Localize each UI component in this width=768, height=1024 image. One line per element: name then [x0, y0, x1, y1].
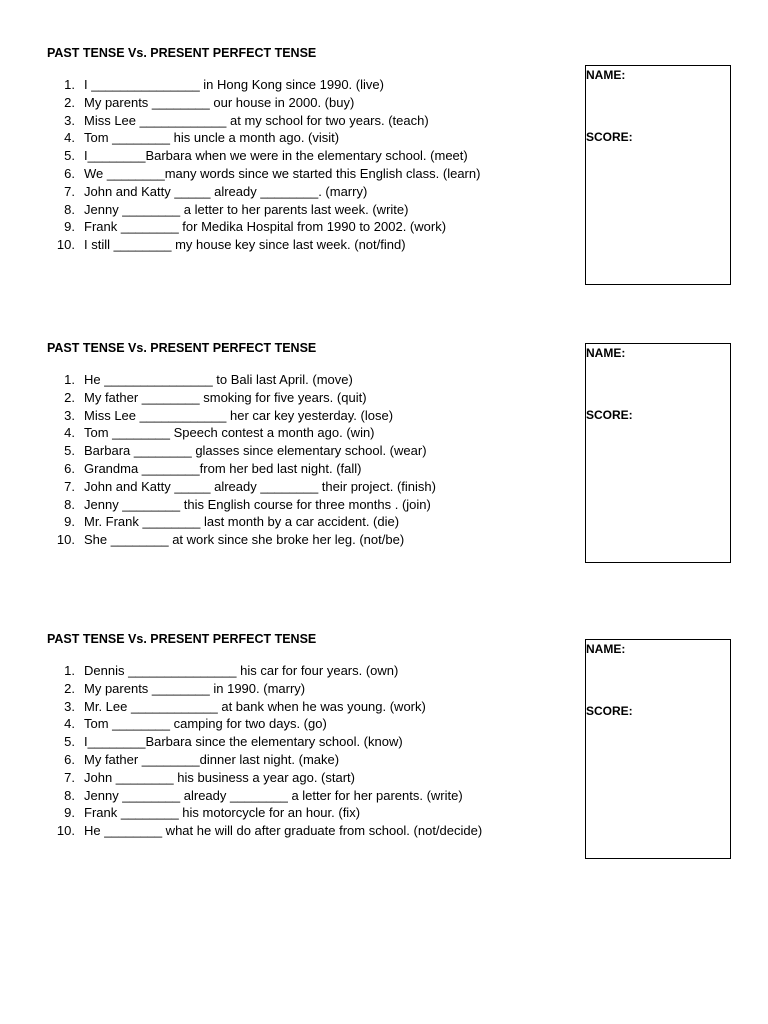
question-item [47, 460, 436, 478]
question-number: 1. [64, 372, 75, 387]
question-number: 9. [64, 219, 75, 235]
worksheet-section-1 [0, 45, 768, 285]
question-number: 4. [64, 425, 75, 441]
question-number: 2. [64, 94, 75, 110]
worksheet-section-2 [0, 340, 768, 580]
worksheet-section-3 [0, 631, 768, 871]
score-label: SCORE: [586, 130, 633, 144]
question-item [47, 183, 480, 201]
question-text: We ________many words since we started this English class. (learn) [84, 165, 481, 181]
question-text: Jenny ________ a letter to her parents last week. (write) [84, 201, 409, 217]
question-number: 6. [64, 165, 75, 181]
question-item [47, 94, 480, 112]
question-number: 8. [64, 787, 75, 803]
question-item [47, 531, 436, 549]
question-text: My father ________dinner last night. (make) [84, 751, 340, 767]
question-item [47, 662, 482, 680]
question-list [47, 662, 482, 840]
question-item [47, 442, 436, 460]
question-number: 10. [56, 823, 75, 839]
question-number: 5. [64, 734, 75, 750]
question-text: He ________ what he will do after graduate from school. (not/decide) [84, 823, 483, 839]
question-number: 8. [64, 201, 75, 217]
question-item [47, 147, 480, 165]
question-item [47, 371, 436, 389]
question-text: Grandma ________from her bed last night. (fall) [84, 460, 362, 476]
question-item [47, 112, 480, 130]
question-number: 7. [64, 183, 75, 199]
question-item [47, 424, 436, 442]
question-item [47, 201, 480, 219]
question-number: 5. [64, 443, 75, 459]
score-label: SCORE: [586, 704, 633, 718]
question-text: Miss Lee ____________ at my school for two years. (teach) [84, 112, 429, 128]
question-text: She ________ at work since she broke her leg. (not/be) [84, 532, 405, 548]
question-number: 1. [64, 77, 75, 92]
name-label: NAME: [586, 642, 626, 656]
question-number: 10. [56, 532, 75, 548]
question-text: John ________ his business a year ago. (start) [84, 769, 356, 785]
question-item [47, 804, 482, 822]
question-list [47, 76, 480, 254]
question-item [47, 496, 436, 514]
question-number: 3. [64, 407, 75, 423]
question-item [47, 478, 436, 496]
name-score-box [585, 343, 731, 563]
question-text: Jenny ________ already ________ a letter for her parents. (write) [84, 787, 463, 803]
question-item [47, 751, 482, 769]
question-list [47, 371, 436, 549]
question-text: Mr. Lee ____________ at bank when he was young. (work) [84, 698, 426, 714]
question-item [47, 513, 436, 531]
question-text: Jenny ________ this English course for three months . (join) [84, 496, 431, 512]
question-text: Mr. Frank ________ last month by a car accident. (die) [84, 514, 400, 530]
name-score-box [585, 65, 731, 285]
question-text: I still ________ my house key since last week. (not/find) [84, 237, 406, 253]
question-text: Tom ________ Speech contest a month ago. (win) [84, 425, 375, 441]
question-number: 2. [64, 389, 75, 405]
question-item [47, 787, 482, 805]
question-text: Tom ________ camping for two days. (go) [84, 716, 327, 732]
question-item [47, 389, 436, 407]
question-number: 6. [64, 460, 75, 476]
section-title: PAST TENSE Vs. PRESENT PERFECT TENSE [47, 46, 317, 60]
question-text: John and Katty _____ already ________ their project. (finish) [84, 478, 436, 494]
question-number: 1. [64, 663, 75, 678]
question-text: I________Barbara since the elementary school. (know) [84, 734, 403, 750]
question-number: 8. [64, 496, 75, 512]
question-text: Frank ________ for Medika Hospital from 1990 to 2002. (work) [84, 219, 447, 235]
question-item [47, 733, 482, 751]
name-label: NAME: [586, 68, 626, 82]
question-text: John and Katty _____ already ________. (marry) [84, 183, 368, 199]
question-text: I _______________ in Hong Kong since 1990. (live) [84, 77, 384, 92]
question-text: Barbara ________ glasses since elementary school. (wear) [84, 443, 427, 459]
name-score-box [585, 639, 731, 859]
question-number: 3. [64, 698, 75, 714]
question-text: Miss Lee ____________ her car key yesterday. (lose) [84, 407, 394, 423]
question-number: 7. [64, 769, 75, 785]
score-label: SCORE: [586, 408, 633, 422]
question-text: My parents ________ in 1990. (marry) [84, 680, 306, 696]
question-text: He _______________ to Bali last April. (move) [84, 372, 353, 387]
question-item [47, 236, 480, 254]
question-number: 4. [64, 130, 75, 146]
question-item [47, 76, 480, 94]
question-item [47, 822, 482, 840]
question-number: 4. [64, 716, 75, 732]
question-number: 5. [64, 148, 75, 164]
question-number: 3. [64, 112, 75, 128]
question-text: Frank ________ his motorcycle for an hour. (fix) [84, 805, 361, 821]
question-item [47, 698, 482, 716]
question-number: 9. [64, 805, 75, 821]
question-number: 9. [64, 514, 75, 530]
section-title: PAST TENSE Vs. PRESENT PERFECT TENSE [47, 632, 317, 646]
question-number: 7. [64, 478, 75, 494]
name-label: NAME: [586, 346, 626, 360]
question-text: My father ________ smoking for five years. (quit) [84, 389, 367, 405]
question-item [47, 165, 480, 183]
question-item [47, 218, 480, 236]
question-text: My parents ________ our house in 2000. (buy) [84, 94, 355, 110]
question-item [47, 407, 436, 425]
question-text: I________Barbara when we were in the elementary school. (meet) [84, 148, 468, 164]
section-title: PAST TENSE Vs. PRESENT PERFECT TENSE [47, 341, 317, 355]
question-number: 2. [64, 680, 75, 696]
question-item [47, 680, 482, 698]
question-item [47, 715, 482, 733]
question-number: 6. [64, 751, 75, 767]
question-item [47, 769, 482, 787]
question-number: 10. [56, 237, 75, 253]
question-item [47, 129, 480, 147]
question-text: Tom ________ his uncle a month ago. (visit) [84, 130, 340, 146]
question-text: Dennis _______________ his car for four years. (own) [84, 663, 399, 678]
